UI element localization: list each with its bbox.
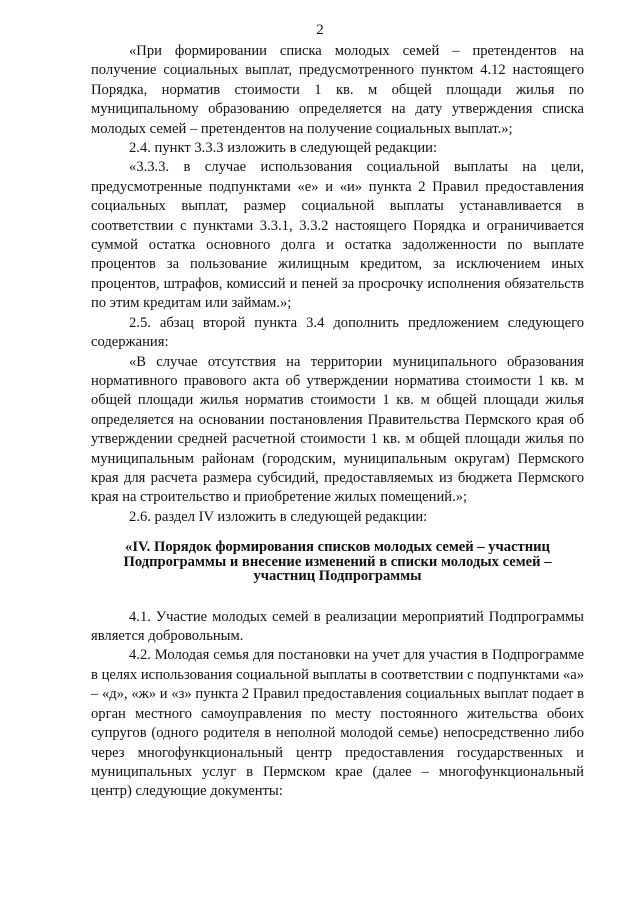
paragraph-3-3-3: «3.3.3. в случае использования социальной выплаты на цели, предусмотренные подпунктами «е» и «и» пункта 2 Правил предоставления социальных выплат, размер социальной выплаты устанавливается в соответствии с пунктами 3.3.1, 3.3.2 настоящего Порядка и ограничивается суммой остатка основного долга и остатка задолженности по выплате процентов за пользование жилищным кредитом, за исключением иных процентов, штрафов, комиссий и пеней за просрочку исполнения обязательств по этим кредитам или займам.»; bbox=[91, 159, 584, 312]
document-body bbox=[91, 42, 584, 802]
page-number: 2 bbox=[316, 22, 324, 38]
paragraph-2-4: 2.4. пункт 3.3.3 изложить в следующей редакции: bbox=[129, 140, 438, 157]
paragraph-2-6: 2.6. раздел IV изложить в следующей редакции: bbox=[129, 508, 428, 525]
paragraph-norm-cost: «В случае отсутствия на территории муниципального образования нормативного правового акта об утверждении норматива стоимости 1 кв. м общей площади жилья норматив стоимости 1 кв. м общей площади жилья определяется на основании постановления Правительства Пермского края об утверждении средней расчетной стоимости 1 кв. м общей площади жилья по муниципальным районам (городским, муниципальным округам) Пермского края для расчета размера субсидий, предоставляемых из бюджета Пермского края на строительство и приобретение жилых помещений.»; bbox=[91, 353, 584, 506]
section-heading: «IV. Порядок формирования списков молодых семей – участниц Подпрограммы и внесение изменений в списки молодых семей – участниц Подпрограммы bbox=[123, 539, 552, 585]
paragraph-4-2: 4.2. Молодая семья для постановки на учет для участия в Подпрограмме в целях использования социальной выплаты в соответствии с подпунктами «а» – «д», «ж» и «з» пункта 2 Правил предоставления социальных выплат подает в орган местного самоуправления по месту постоянного жительства обоих супругов (одного родителя в неполной молодой семье) непосредственно либо через многофункциональный центр предоставления государственных и муниципальных услуг в Пермском крае (далее – многофункциональный центр) следующие документы: bbox=[91, 647, 584, 800]
paragraph-2-5: 2.5. абзац второй пункта 3.4 дополнить предложением следующего содержания: bbox=[91, 314, 584, 351]
paragraph-quote-4-12: «При формировании списка молодых семей – претендентов на получение социальных выплат, предусмотренного пунктом 4.12 настоящего Порядка, норматив стоимости 1 кв. м общей площади жилья по муниципальному образованию определяется на дату утверждения списка молодых семей – претендентов на получение социальных выплат.»; bbox=[91, 43, 584, 137]
paragraph-4-1: 4.1. Участие молодых семей в реализации мероприятий Подпрограммы является добровольным. bbox=[91, 608, 584, 645]
